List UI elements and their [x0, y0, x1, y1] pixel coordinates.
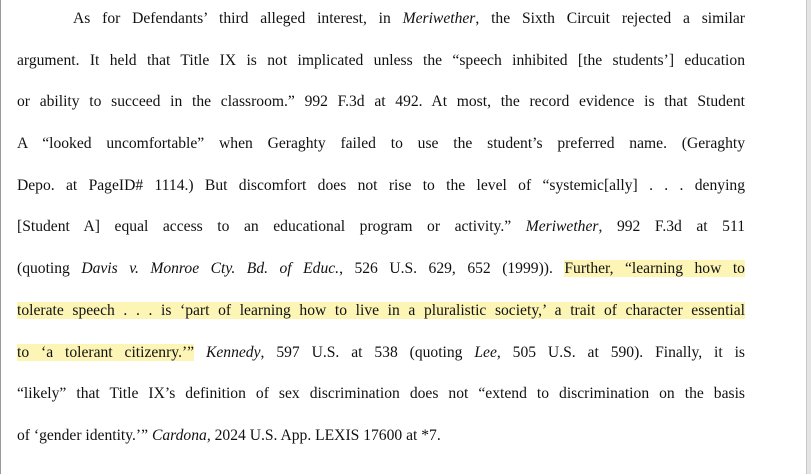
text-run: A “looked uncomfortable” when Geraghty failed to use the student’s preferred name. (Geraghty [17, 135, 745, 152]
text-line-11 [17, 426, 745, 446]
text-line-3 [17, 92, 745, 112]
text-run: , 526 U.S. 629, 652 (1999)). [339, 260, 565, 277]
text-run: , 2024 U.S. App. LEXIS 17600 at *7. [206, 427, 441, 444]
text-run: , 505 U.S. at 590). Finally, it is [496, 344, 745, 361]
text-run: of ‘gender identity.’” [17, 427, 152, 444]
case-citation-italic: Meriwether [525, 218, 599, 235]
text-line-9 [17, 343, 745, 363]
case-citation-italic: Kennedy [205, 344, 261, 361]
text-run: As for Defendants’ third alleged interest, in [73, 10, 403, 27]
text-run: , the Sixth Circuit rejected a similar [475, 10, 745, 27]
text-run: “likely” that Title IX’s definition of sex discrimination does not “extend to discrimination on the basis [17, 385, 745, 402]
case-citation-italic: Cardona [151, 427, 207, 444]
text-run: , 597 U.S. at 538 (quoting [260, 344, 475, 361]
text-run [194, 344, 206, 361]
text-run: [Student A] equal access to an educational program or activity.” [17, 218, 526, 235]
text-run: or ability to succeed in the classroom.” 992 F.3d at 492. At most, the record evidence is that Student [17, 93, 745, 110]
text-run: (quoting [17, 260, 82, 277]
case-citation-italic: Davis v. Monroe Cty. Bd. of Educ. [81, 260, 340, 277]
case-citation-italic: Meriwether [402, 10, 476, 27]
scrollbar-track[interactable] [806, 0, 811, 474]
case-citation-italic: Lee [474, 344, 497, 361]
text-line-5 [17, 176, 745, 196]
text-line-4 [17, 134, 745, 154]
text-line-2 [17, 51, 745, 71]
highlighted-text: Further, “learning how to [564, 260, 745, 277]
highlighted-text: to ‘a tolerant citizenry.’” [17, 344, 195, 361]
text-line-1 [73, 9, 745, 29]
text-run: argument. It held that Title IX is not implicated unless the “speech inhibited [the students’] education [17, 52, 745, 69]
text-run: Depo. at PageID# 1114.) But discomfort does not rise to the level of “systemic[ally] . . . denying [17, 177, 745, 194]
text-run: , 992 F.3d at 511 [598, 218, 745, 235]
text-line-7 [17, 259, 745, 279]
text-line-8 [17, 301, 745, 321]
text-line-10 [17, 384, 745, 404]
text-line-6 [17, 217, 745, 237]
highlighted-text: tolerate speech . . . is ‘part of learning how to live in a pluralistic society,’ a trait of character essential [17, 302, 745, 319]
